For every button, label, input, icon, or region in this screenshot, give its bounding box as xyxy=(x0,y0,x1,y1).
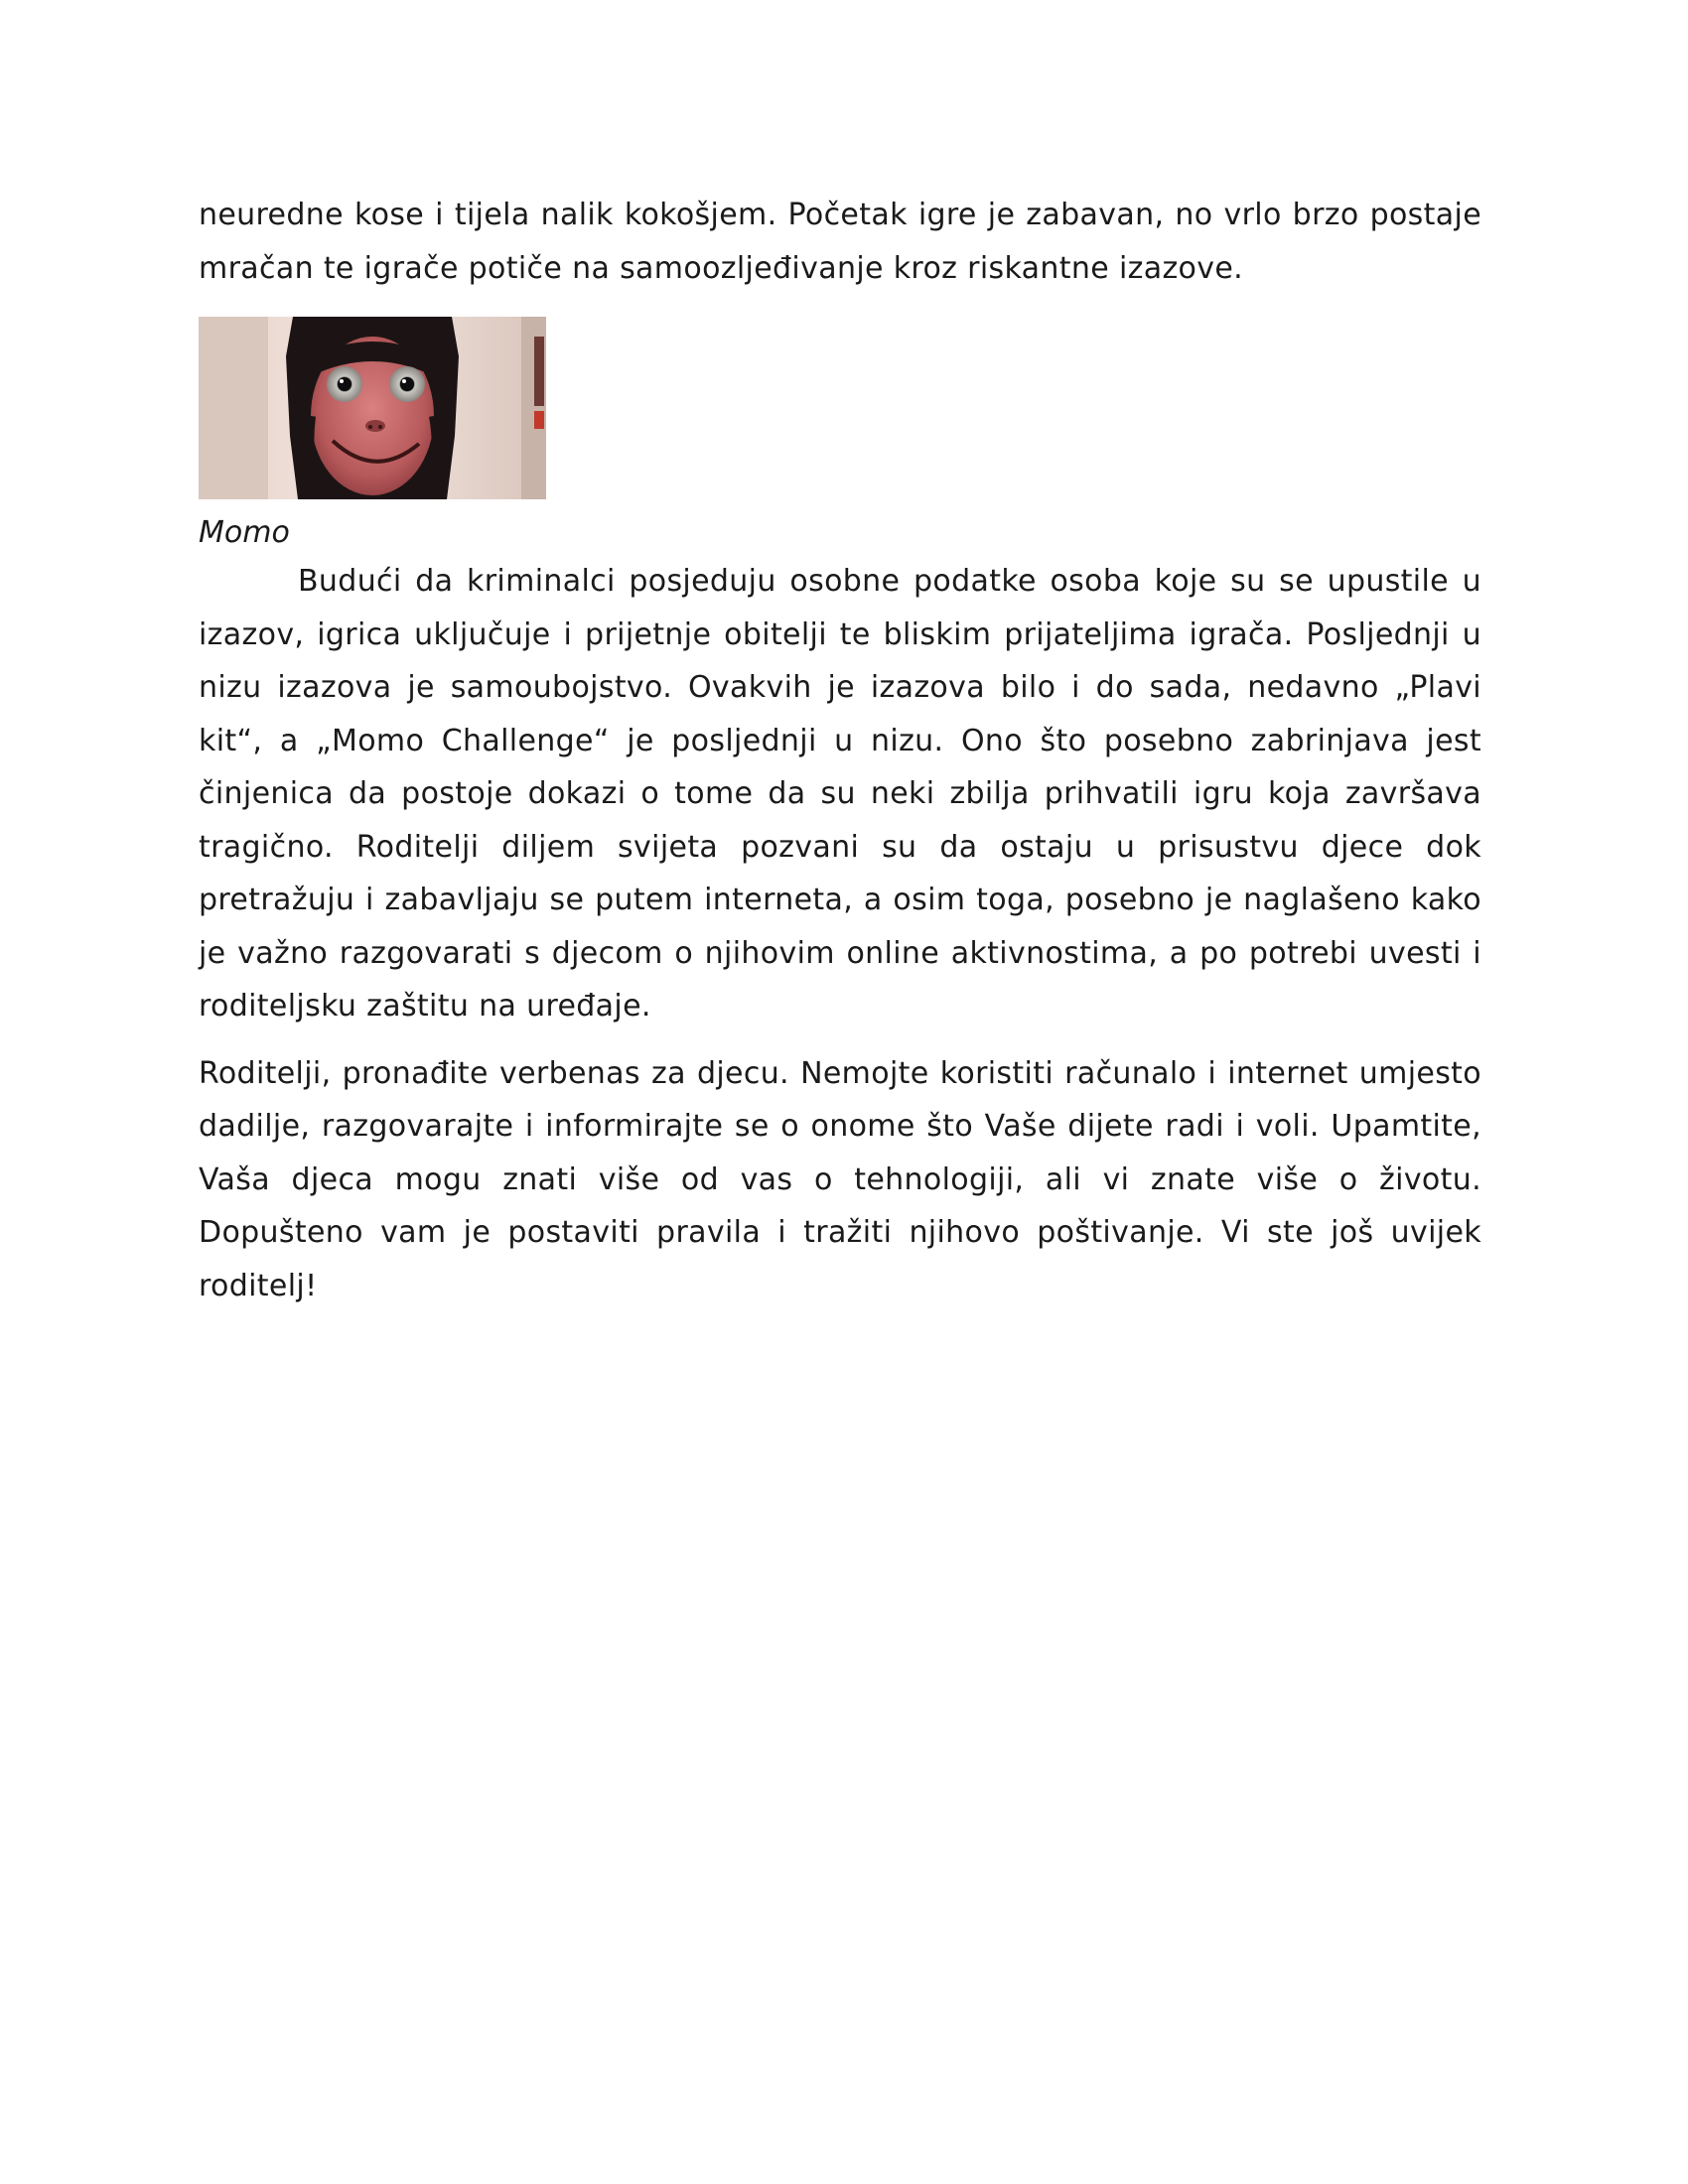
momo-image xyxy=(199,317,546,499)
intro-paragraph: neuredne kose i tijela nalik kokošjem. Početak igre je zabavan, no vrlo brzo postaje mračan te igrače potiče na samoozljeđivanje kroz riskantne izazove. xyxy=(199,198,1481,286)
document-page xyxy=(199,189,1481,1312)
body-paragraph: Budući da kriminalci posjeduju osobne podatke osoba koje su se upustile u izazov, igrica uključuje i prijetnje obitelji te bliskim prijateljima igrača. Posljednji u nizu izazova je samoubojstvo. Ovakvih je izazova bilo i do sada, nedavno „Plavi kit“, a „Momo Challenge“ je posljednji u nizu. Ono što posebno zabrinjava jest činjenica da postoje dokazi o tome da su neki zbilja prihvatili igru koja završava tragično. Roditelji diljem svijeta pozvani su da ostaju u prisustvu djece dok pretražuju i zabavljaju se putem interneta, a osim toga, posebno je naglašeno kako je važno razgovarati s djecom o njihovim online aktivnostima, a po potrebi uvesti i roditeljsku zaštitu na uređaje. xyxy=(199,564,1481,1024)
figure-caption: Momo xyxy=(199,515,290,550)
closing-paragraph: Roditelji, pronađite verbenas za djecu. Nemojte koristiti računalo i internet umjesto dadilje, razgovarajte i informirajte se o onome što Vaše dijete radi i voli. Upamtite, Vaša djeca mogu znati više od vas o tehnologiji, ali vi znate više o životu. Dopušteno vam je postaviti pravila i tražiti njihovo poštivanje. Vi ste još uvijek roditelj! xyxy=(199,1055,1481,1303)
